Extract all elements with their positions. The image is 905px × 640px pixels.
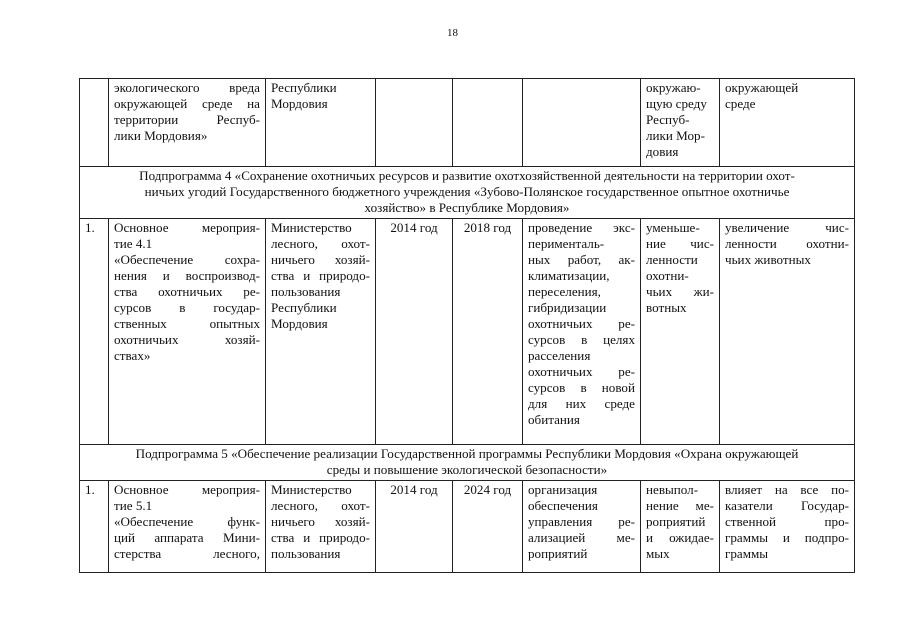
table-row (80, 219, 855, 445)
text-line: охотничьих ре- (528, 364, 635, 379)
cell-relation (720, 219, 855, 445)
table-row (80, 79, 855, 167)
text-line: Республики (271, 80, 337, 95)
text-line: граммы (725, 546, 769, 561)
text-line: среды и повышение экологической безопасности» (326, 462, 608, 477)
text-line: ализацией ме- (528, 530, 635, 545)
text-line: окружаю- (646, 80, 701, 95)
cell-end: 2018 год (453, 219, 523, 445)
text-line: среде (725, 96, 756, 111)
text-line: Министерство (271, 220, 352, 235)
cell-consequence (641, 79, 720, 167)
cell-measure (109, 219, 266, 445)
text-line: чьих жи- (646, 284, 714, 299)
cell-num: 1. (80, 481, 109, 573)
subprogram-row (80, 445, 855, 481)
text-line: и ожидае- (646, 530, 714, 545)
cell-start (376, 79, 453, 167)
cell-relation (720, 481, 855, 573)
text-line: охотничьих ре- (528, 316, 635, 331)
cell-start: 2014 год (376, 219, 453, 445)
text-line: лики Мордовия» (114, 128, 208, 143)
text-line: нение ме- (646, 498, 714, 513)
text-line: проведение экс- (528, 220, 635, 235)
text-line: Министерство (271, 482, 352, 497)
cell-relation (720, 79, 855, 167)
text-line: обеспечения (528, 498, 598, 513)
text-line: граммы и подпро- (725, 530, 849, 545)
subprogram-4-heading (80, 167, 855, 219)
text-line: лесного, охот- (271, 236, 370, 251)
cell-end (453, 79, 523, 167)
text-line: влияет на все по- (725, 482, 849, 497)
text-line: чьих животных (725, 252, 811, 267)
text-line: ственных опытных (114, 316, 260, 331)
table-row (80, 481, 855, 573)
text-line: пользования (271, 546, 341, 561)
text-line: Респуб- (646, 112, 690, 127)
text-line: довия (646, 144, 679, 159)
text-line: Подпрограмма 4 «Сохранение охотничьих ресурсов и развитие охотхозяйственной деятельности на территории охот- (139, 168, 795, 183)
text-line: ных работ, ак- (528, 252, 635, 267)
cell-num: 1. (80, 219, 109, 445)
text-line: Республики (271, 300, 337, 315)
text-line: тие 5.1 (114, 498, 153, 513)
text-line: роприятий (528, 546, 588, 561)
subprogram-row (80, 167, 855, 219)
measures-table (79, 78, 855, 573)
text-line: уменьше- (646, 220, 700, 235)
text-line: мых (646, 546, 670, 561)
text-line: «Обеспечение функ- (114, 514, 260, 529)
text-line: экологического вреда (114, 80, 260, 95)
cell-consequence (641, 219, 720, 445)
text-line: перименталь- (528, 236, 605, 251)
text-line: нения и воспроизвод- (114, 268, 260, 283)
cell-executor (266, 481, 376, 573)
text-line: сурсов в новой (528, 380, 635, 395)
text-line: «Обеспечение сохра- (114, 252, 260, 267)
text-line: организация (528, 482, 598, 497)
text-line: казатели Государ- (725, 498, 849, 513)
subprogram-5-heading (80, 445, 855, 481)
text-line: окружающей (725, 80, 799, 95)
text-line: сурсов в государ- (114, 300, 260, 315)
cell-consequence (641, 481, 720, 573)
text-line: увеличение чис- (725, 220, 849, 235)
text-line: ства охотничьих ре- (114, 284, 260, 299)
text-line: территории Респуб- (114, 112, 260, 127)
text-line: вотных (646, 300, 687, 315)
text-line: Основное мероприя- (114, 220, 260, 235)
text-line: управления ре- (528, 514, 635, 529)
text-line: пользования (271, 284, 341, 299)
text-line: гибридизации (528, 300, 607, 315)
cell-executor (266, 219, 376, 445)
text-line: стерства лесного, (114, 546, 260, 561)
text-line: расселения (528, 348, 591, 363)
text-line: Мордовия (271, 96, 328, 111)
text-line: переселения, (528, 284, 601, 299)
text-line: для них среде (528, 396, 635, 411)
text-line: ленности охотни- (725, 236, 849, 251)
text-line: обитания (528, 412, 580, 427)
text-line: окружающей среде на (114, 96, 260, 111)
text-line: ленности (646, 252, 698, 267)
text-line: роприятий (646, 514, 706, 529)
cell-measure (109, 481, 266, 573)
page-number: 18 (447, 27, 458, 39)
cell-executor (266, 79, 376, 167)
text-line: ничьего хозяй- (271, 514, 370, 529)
cell-measure (109, 79, 266, 167)
text-line: Мордовия (271, 316, 328, 331)
text-line: ствах» (114, 348, 151, 363)
cell-end: 2024 год (453, 481, 523, 573)
cell-result (523, 79, 641, 167)
text-line: климатизации, (528, 268, 610, 283)
text-line: хозяйство» в Республике Мордовия» (364, 200, 570, 215)
text-line: щую среду (646, 96, 707, 111)
text-line: ций аппарата Мини- (114, 530, 260, 545)
text-line: охотничьих хозяй- (114, 332, 260, 347)
text-line: тие 4.1 (114, 236, 153, 251)
text-line: Основное мероприя- (114, 482, 260, 497)
cell-result (523, 219, 641, 445)
text-line: ства и природо- (271, 268, 370, 283)
text-line: ние чис- (646, 236, 714, 251)
text-line: ства и природо- (271, 530, 370, 545)
text-line: ничьих угодий Государственного бюджетного учреждения «Зубово-Полянское государственное опытное охотничье (144, 184, 790, 199)
text-line: ничьего хозяй- (271, 252, 370, 267)
text-line: охотни- (646, 268, 689, 283)
cell-start: 2014 год (376, 481, 453, 573)
text-line: сурсов в целях (528, 332, 635, 347)
cell-result (523, 481, 641, 573)
text-line: Подпрограмма 5 «Обеспечение реализации Государственной программы Республики Мордовия «Охрана окружающей (135, 446, 799, 461)
text-line: лесного, охот- (271, 498, 370, 513)
text-line: невыпол- (646, 482, 699, 497)
text-line: лики Мор- (646, 128, 705, 143)
cell-num (80, 79, 109, 167)
text-line: ственной про- (725, 514, 849, 529)
